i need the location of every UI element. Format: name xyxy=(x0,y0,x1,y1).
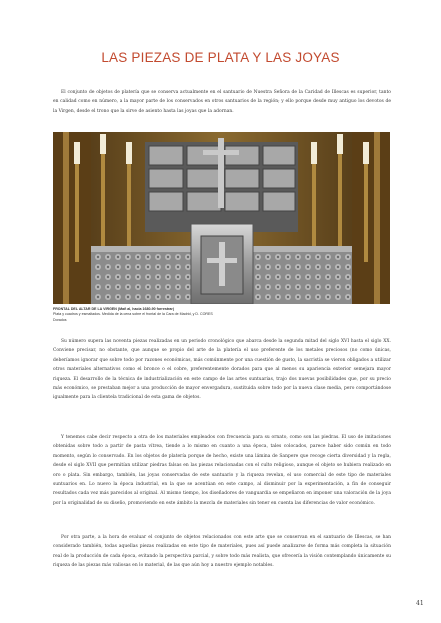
page-heading: LAS PIEZAS DE PLATA Y LAS JOYAS xyxy=(101,50,340,65)
figure-caption xyxy=(53,307,353,323)
altar-photo-image xyxy=(53,132,390,304)
caption-line: Plata y cuadros y esmaltados. Medida de la cena sobre el frontal de la Cara de Madrid, y D. CORES xyxy=(53,312,213,317)
body-paragraph-1: Su número supera las noventa piezas realizadas en un periodo cronológico que abarca desde la segunda mitad del siglo XVI hasta el siglo XX. Conviene precisar, no obstante, que aunque se propio del arte de la platería el uso preferente de los metales preciosos (no como únicas, deberíamos ignorar que sobre todo por razones económicas, más comúnmente por una cuestión de gusto, la sacristía se vieron obligados a utilizar otros materiales alternativos como el bronce o el cobre, preferentemente dorados para que al menos su apariencia exterior semejara mayor riqueza. El desarrollo de la técnica de industrialización en este campo de las artes suntuarias, trajo dos nuevas posibilidades que, por su precio más económico, se prestaban mejor a una producción de mayor envergadura, sustituida sobre todo por la nueva clase media, pero comportándose igualmente para la clientela tradicional de esta gama de objetos. xyxy=(53,339,391,401)
caption-title: FRONTAL DEL ALTAR DE LA VIRGEN (Mañ al, hacia 1680-90 forrestrar) xyxy=(53,307,175,311)
altar-photo xyxy=(53,132,390,304)
body-paragraph-3: Por otra parte, a la hora de evaluar el conjunto de objetos relacionados con este arte que se conservan en el santuario de Illescas, se han considerado también, todas aquellas piezas realizadas en este tipo de materiales, pues así puede analizarse de forma más completa la situación real de la producción de cada época, evitando la perspectiva parcial, y sobre todo más realista, que ofrecería la visión contemplando únicamente su riqueza de las piezas más valiosas en lo material, de las que aún hoy a nuestro ejemplo notables. xyxy=(53,535,391,569)
caption-line: Dorados xyxy=(53,317,67,322)
body-paragraph-2: Y tenemos cabe decir respecto a otra de los materiales empleados con frecuencia para su ornato, como son las piedras. El uso de imitaciones obtenidas sobre todo a partir de pasta vítrea, tiende a lo mismo en cuanto a una época, tales colocados, parece haber sido común en todo momento, según lo conservado. En los objetos de platería porque de hecho, existe una lámina de Sanpere que recoge cierta diversidad y la regla, desde el siglo XVII que permitían utilizar piedras falsas en las piezas relacionadas con el culto religioso, aunque el objeto se hubiera realizado en oro o plata. Sin embargo, también, las joyas conservadas de este santuario y la riqueza revelan, el uso comercial de este tipo de materiales suntuarios en. Lo nuevo la época industrial, en la que se acentúan en este campo, al disminuir por la experimentación, a fin de conseguir resultados cada vez más parecidos al original. Al mismo tiempo, los diseñadores de vanguardia se empeñaron en imponer una valoración de la joya por la originalidad de su diseño, promoviendo en este ámbito la mezcla de materiales sin tener en cuenta las diferencias de valor económico. xyxy=(53,435,391,506)
intro-paragraph: El conjunto de objetos de platería que se conserva actualmente en el santuario de Nuestra Señora de la Caridad de Illescas es superior, tanto en calidad como en número, a la mayor parte de los conservados en otros santuarios de la región; y ello porque desde muy antiguo los devotos de la Virgen, desde el trono que la sirve de asiento hasta las joyas que la adornan. xyxy=(53,90,391,114)
page-number: 41 xyxy=(416,600,424,607)
